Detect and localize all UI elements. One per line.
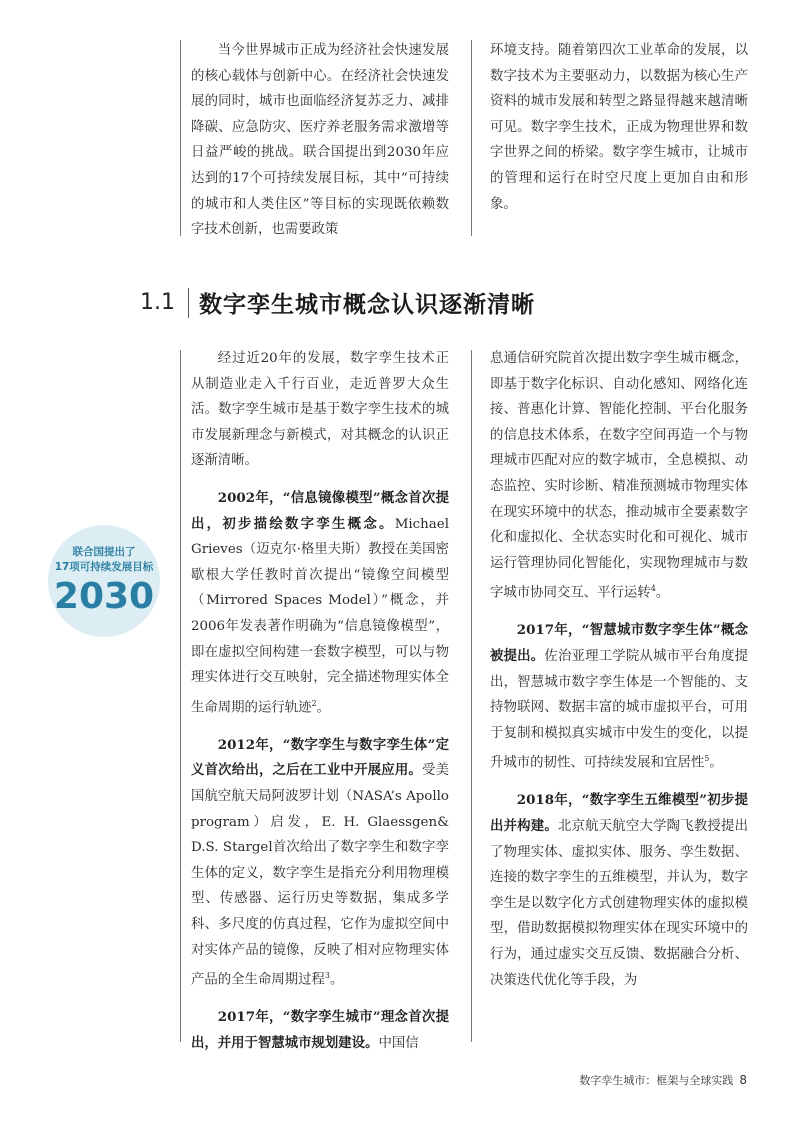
- paragraph-text: 受美国航空航天局阿波罗计划（NASA’s Apollo program）启发，E. H. Glaessgen& D.S. Stargel首次给出了数字孪生和数字孪生体的定义，数字孪生是指充分利用物理模型、传感器、运行历史等数据，集成多学科、多尺度的仿真过程，它作为虚拟空间中对实体产品的镜像，反映了相对应物理实体产品的全生命周期过程: [191, 763, 450, 988]
- paragraph-text: 佐治亚理工学院从城市平台角度提出，智慧城市数字孪生体是一个智能的、支持物联网、数据丰富的城市虚拟平台，可用于复制和模拟真实城市中发生的变化，以提升城市的韧性、可持续发展和宜居性: [490, 649, 749, 771]
- column-divider: [471, 350, 472, 1042]
- heading-divider: [188, 288, 189, 318]
- intro-paragraph-continued: 环境支持。随着第四次工业革命的发展，以数字技术为主要驱动力，以数据为核心生产资料的城市发展和转型之路显得越来越清晰可见。数字孪生技术，正成为物理世界和数字世界之间的桥梁。数字孪生城市，让城市的管理和运行在时空尺度上更加自由和形象。: [490, 43, 748, 212]
- milestone-heading: 2017年，“数字孪生城市”理念首次提出，并用于智慧城市规划建设。: [191, 1009, 449, 1051]
- body-paragraph: [191, 733, 449, 993]
- body-paragraph: [191, 1005, 449, 1056]
- body-paragraph: [490, 788, 748, 993]
- milestone-heading: 2002年，“信息镜像模型”概念首次提出，初步描绘数字孪生概念。: [191, 489, 449, 532]
- section-title: 数字孪生城市概念认识逐渐清晰: [199, 292, 535, 318]
- footer-title: 数字孪生城市：框架与全球实践: [579, 1074, 734, 1087]
- paragraph-text: 息通信研究院首次提出数字孪生城市概念，即基于数字化标识、自动化感知、网络化连接、普惠化计算、智能化控制、平台化服务的信息技术体系，在数字空间再造一个与物理城市匹配对应的数字城市，全息模拟、动态监控、实时诊断、精准预测城市物理实体在现实环境中的状态，推动城市全要素数字化和虚拟化、全状态实时化和可视化、城市运行管理协同化智能化，实现物理城市与数字城市协同交互、平行运转: [490, 351, 748, 601]
- column-divider: [180, 40, 181, 236]
- intro-paragraph: 当今世界城市正成为经济社会快速发展的核心载体与创新中心。在经济社会快速发展的同时，城市也面临经济复苏乏力、减排降碳、应急防灾、医疗养老服务需求激增等日益严峻的挑战。联合国提出到2030年应达到的17个可持续发展目标，其中“可持续的城市和人类住区”等目标的实现既依赖数字技术创新，也需要政策: [191, 43, 449, 238]
- punctuation: 。: [655, 585, 670, 601]
- milestone-heading: 2018年，“数字孪生五维模型”初步提出并构建。: [490, 792, 748, 835]
- paragraph-text: 中国信: [378, 1035, 419, 1051]
- paragraph-text: 北京航天航空大学陶飞教授提出了物理实体、虚拟实体、服务、孪生数据、连接的数字孪生的五维模型，并认为，数字孪生是以数字化方式创建物理实体的虚拟模型，借助数据模拟物理实体在现实环境中的行为，通过虚实交互反馈、数据融合分析、决策迭代优化等手段，为: [490, 819, 749, 988]
- section-heading: [140, 286, 535, 319]
- punctuation: 。: [316, 700, 330, 716]
- page-footer: [579, 1072, 747, 1088]
- intro-column-right: [490, 38, 748, 229]
- body-paragraph: 经过近20年的发展，数字孪生技术正从制造业走入千行百业，走近普罗大众生活。数字孪生城市是基于数字孪生技术的城市发展新理念与新模式，对其概念的认识正逐渐清晰。: [191, 351, 449, 469]
- footnote-ref: 4: [650, 584, 656, 594]
- punctuation: 。: [709, 755, 723, 771]
- paragraph-text: Michael Grieves（迈克尔·格里夫斯）教授在美国密歇根大学任教时首次提出“镜像空间模型（Mirrored Spaces Model）”概念，并2006年发表著作明确为“信息镜像模型”，即在虚拟空间构建一套数字模型，可以与物理实体进行交互映射，完全描述物理实体全生命周期的运行轨迹: [191, 516, 449, 716]
- column-divider: [180, 350, 181, 1042]
- body-paragraph: [490, 618, 748, 776]
- body-paragraph-continued: [490, 346, 748, 606]
- section-number: 1.1: [140, 290, 175, 315]
- stat-caption-line1: 联合国提出了: [72, 546, 136, 558]
- footnote-ref: 2: [311, 698, 317, 708]
- column-divider: [471, 40, 472, 236]
- milestone-heading: 2012年，“数字孪生与数字孪生体”定义首次给出，之后在工业中开展应用。: [191, 736, 449, 779]
- stat-callout: [48, 525, 160, 637]
- intro-column-left: [191, 38, 449, 255]
- footnote-ref: 3: [324, 971, 330, 981]
- stat-caption-line2: 17项可持续发展目标: [54, 561, 154, 573]
- page-number: 8: [739, 1073, 747, 1087]
- stat-year: 2030: [53, 576, 155, 617]
- main-column-right: [490, 346, 748, 1005]
- milestone-heading: 2017年，“智慧城市数字孪生体”概念被提出。: [490, 622, 748, 664]
- main-column-left: [191, 346, 449, 1068]
- body-paragraph: [191, 486, 449, 721]
- punctuation: 。: [330, 972, 344, 988]
- footnote-ref: 5: [704, 754, 710, 764]
